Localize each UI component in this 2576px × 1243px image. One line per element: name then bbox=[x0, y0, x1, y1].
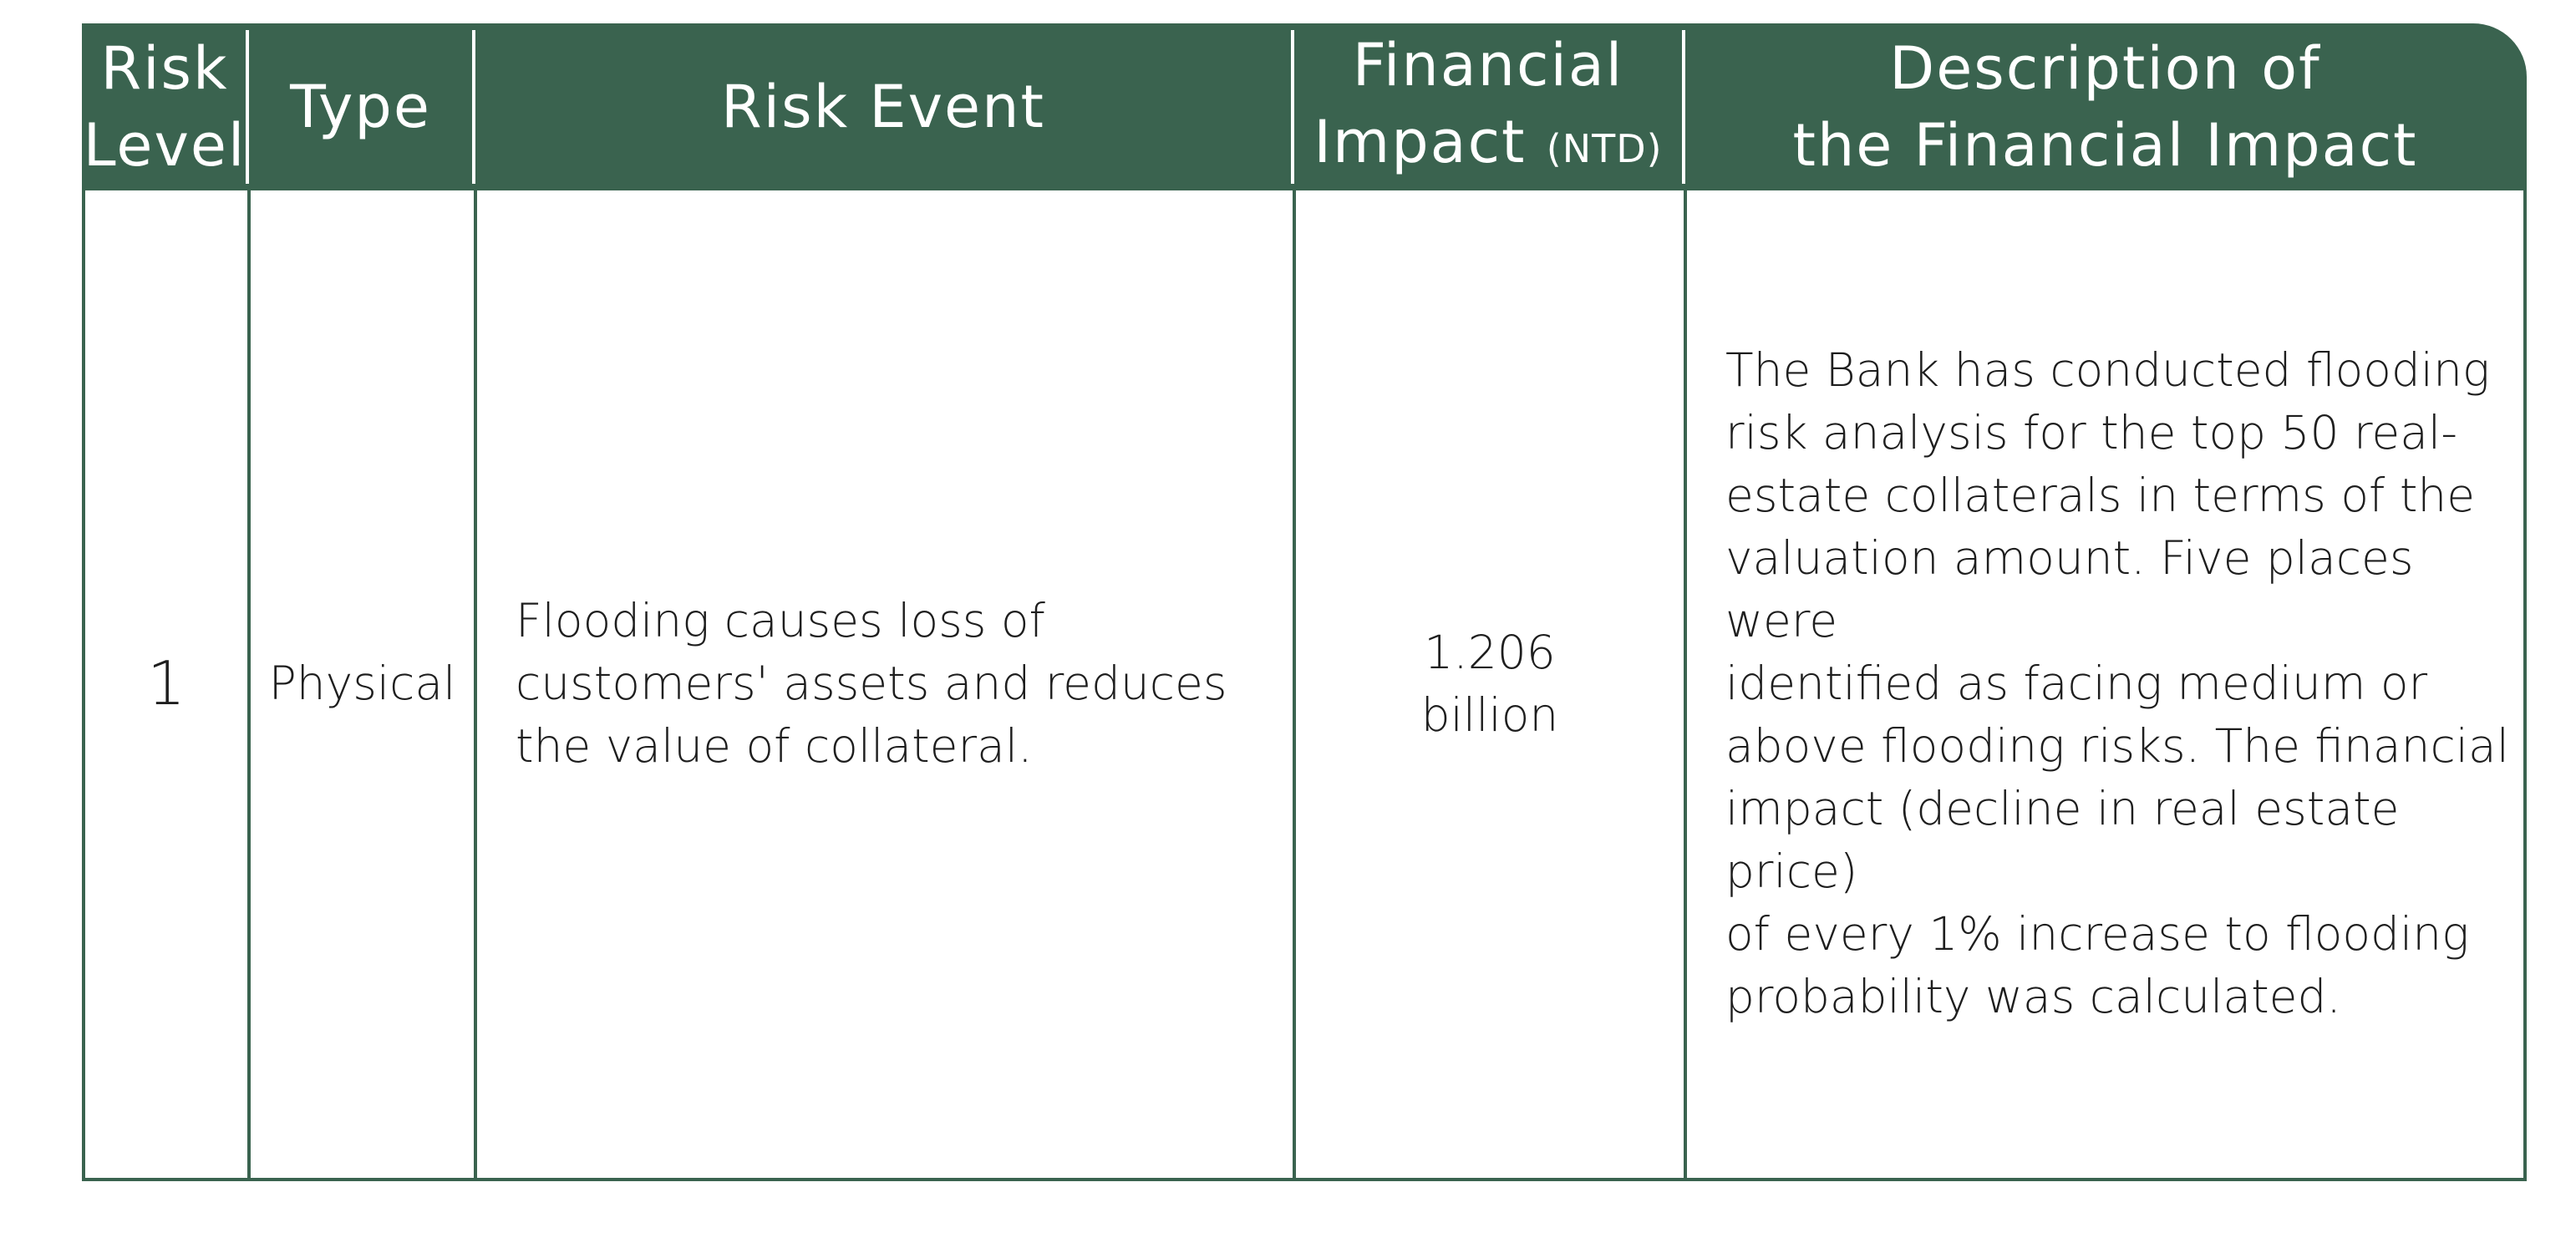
header-type bbox=[247, 23, 474, 190]
header-risk-level bbox=[82, 23, 247, 190]
cell-risk-event-value: Flooding causes loss of customers' assets and reduces the value of collateral. bbox=[516, 594, 1227, 773]
header-risk-level-label: Risk Level bbox=[83, 34, 246, 180]
table-row bbox=[82, 190, 2527, 1181]
header-risk-event bbox=[474, 23, 1293, 190]
header-description bbox=[1684, 23, 2527, 190]
cell-type bbox=[247, 190, 474, 1178]
header-financial-impact-unit: (NTD) bbox=[1546, 126, 1663, 171]
cell-financial-impact bbox=[1293, 190, 1684, 1178]
cell-type-value: Physical bbox=[268, 657, 456, 710]
cell-description bbox=[1684, 190, 2523, 1178]
header-description-label: Description of the Financial Impact bbox=[1792, 34, 2418, 180]
cell-risk-level-value: 1 bbox=[147, 648, 185, 718]
cell-financial-impact-value: 1.206 billion bbox=[1420, 625, 1559, 742]
header-risk-event-label: Risk Event bbox=[721, 73, 1045, 141]
cell-description-value: The Bank has conducted flooding risk analysis for the top 50 real- estate collaterals in terms of the valuation amount. Five places were identified as facing medium or above flooding risks. The financial impact (decline in real estate price) of every 1% increase to flooding probability was calculated. bbox=[1725, 343, 2509, 1023]
header-financial-impact bbox=[1293, 23, 1684, 190]
table-header-row bbox=[82, 23, 2527, 190]
header-type-label: Type bbox=[290, 73, 431, 141]
header-financial-impact-label: Financial Impact bbox=[1313, 31, 1624, 176]
cell-risk-level bbox=[85, 190, 247, 1178]
risk-table bbox=[82, 23, 2527, 1181]
cell-risk-event bbox=[474, 190, 1293, 1178]
